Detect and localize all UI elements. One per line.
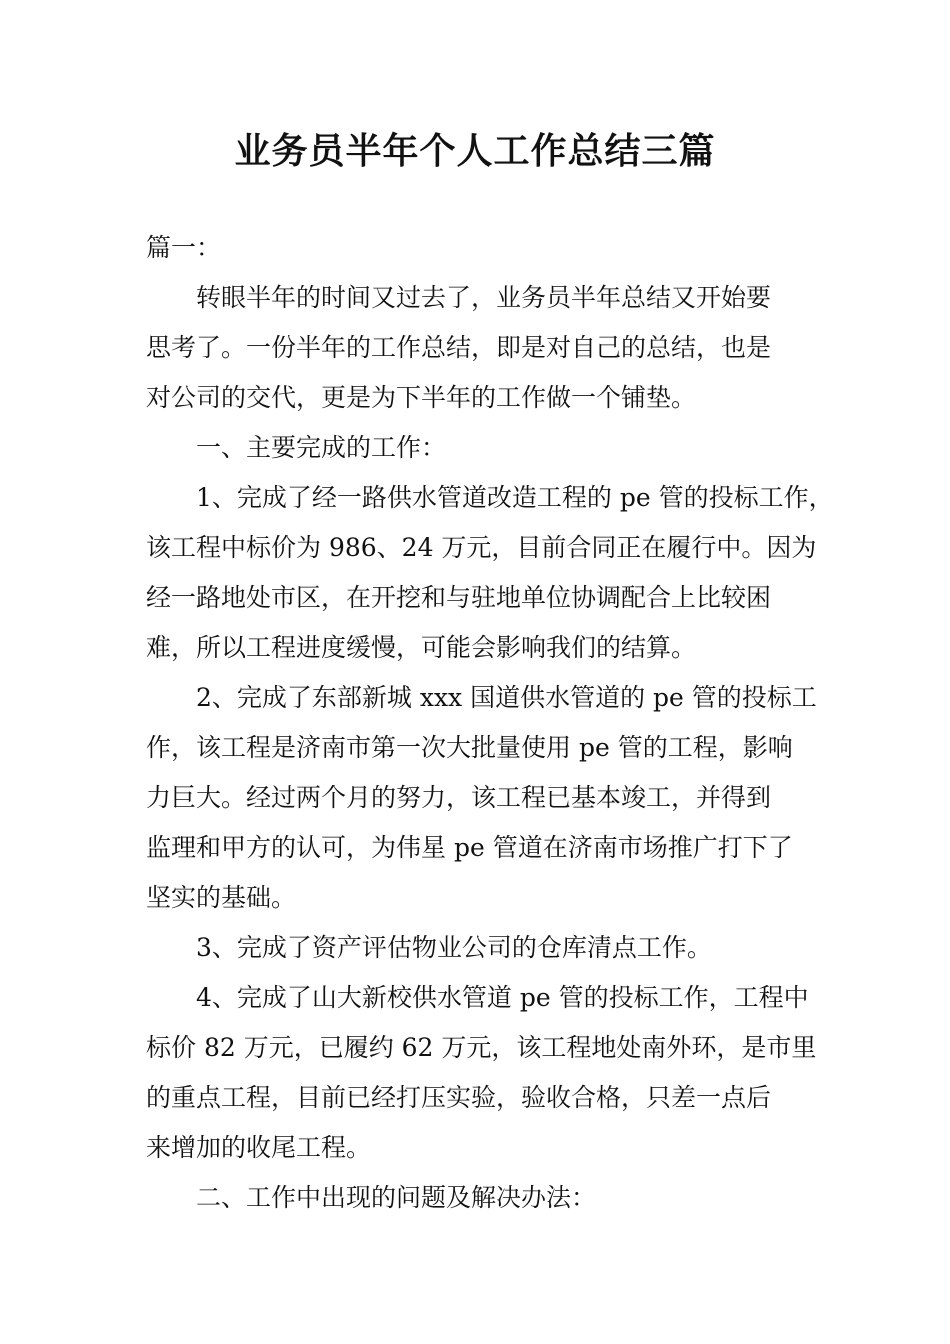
paragraph-line: 力巨大。经过两个月的努力，该工程已基本竣工，并得到 [146, 783, 772, 812]
paragraph-line: 的重点工程，目前已经打压实验，验收合格，只差一点后 [146, 1083, 772, 1112]
paragraph-line: 该工程中标价为 986、24 万元，目前合同正在履行中。因为 [146, 533, 817, 562]
document-title: 业务员半年个人工作总结三篇 [234, 131, 716, 172]
paragraph-line: 1、完成了经一路供水管道改造工程的 pe 管的投标工作， [196, 483, 834, 512]
paragraph-line: 坚实的基础。 [146, 883, 297, 912]
section-heading-part-one: 篇一： [146, 233, 222, 262]
paragraph-line: 3、完成了资产评估物业公司的仓库清点工作。 [196, 933, 712, 962]
paragraph-line: 转眼半年的时间又过去了，业务员半年总结又开始要 [196, 283, 772, 312]
paragraph-line: 来增加的收尾工程。 [146, 1133, 372, 1162]
paragraph-line: 4、完成了山大新校供水管道 pe 管的投标工作，工程中 [196, 983, 809, 1012]
paragraph-line: 思考了。一份半年的工作总结，即是对自己的总结，也是 [146, 333, 772, 362]
subheading-main-work: 一、主要完成的工作： [196, 433, 447, 462]
paragraph-line: 标价 82 万元，已履约 62 万元，该工程地处南外环，是市里 [146, 1033, 817, 1062]
paragraph-line: 难，所以工程进度缓慢，可能会影响我们的结算。 [146, 633, 697, 662]
paragraph-line: 作，该工程是济南市第一次大批量使用 pe 管的工程，影响 [146, 733, 793, 762]
paragraph-line: 监理和甲方的认可，为伟星 pe 管道在济南市场推广打下了 [146, 833, 793, 862]
paragraph-line: 2、完成了东部新城 xxx 国道供水管道的 pe 管的投标工 [196, 683, 817, 712]
paragraph-line: 经一路地处市区，在开挖和与驻地单位协调配合上比较困 [146, 583, 772, 612]
subheading-problems-solutions: 二、工作中出现的问题及解决办法： [196, 1183, 597, 1212]
paragraph-line: 对公司的交代，更是为下半年的工作做一个铺垫。 [146, 383, 697, 412]
